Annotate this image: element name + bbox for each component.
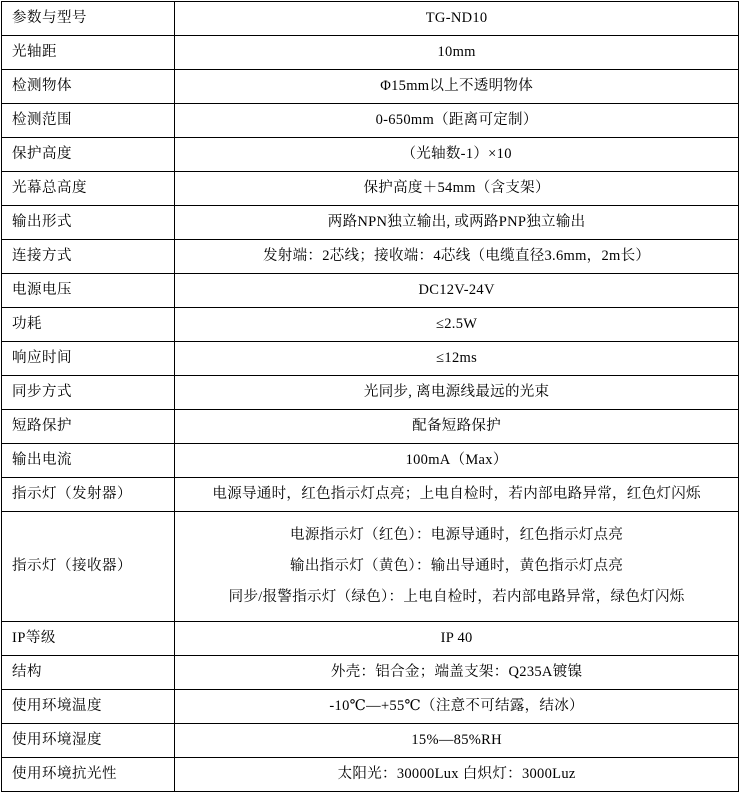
table-row [2, 410, 739, 444]
row-label: 连接方式 [2, 240, 175, 274]
table-row [2, 478, 739, 512]
row-label: 功耗 [2, 308, 175, 342]
row-value-line: 电源指示灯（红色）：电源导通时，红色指示灯点亮 [290, 527, 624, 544]
table-row [2, 206, 739, 240]
table-row [2, 656, 739, 690]
table-row [2, 758, 739, 792]
row-label: 响应时间 [2, 342, 175, 376]
row-label: 参数与型号 [2, 2, 175, 36]
row-value: 10mm [175, 36, 739, 70]
row-value: ≤12ms [175, 342, 739, 376]
table-row [2, 274, 739, 308]
row-label: 同步方式 [2, 376, 175, 410]
table-row [2, 2, 739, 36]
table-row [2, 444, 739, 478]
table-row [2, 724, 739, 758]
row-value: Φ15mm以上不透明物体 [175, 70, 739, 104]
table-row [2, 104, 739, 138]
row-value: ≤2.5W [175, 308, 739, 342]
row-label: 检测范围 [2, 104, 175, 138]
row-label: 指示灯（发射器） [2, 478, 175, 512]
table-row [2, 70, 739, 104]
row-value: 0-650mm（距离可定制） [175, 104, 739, 138]
table-row [2, 342, 739, 376]
row-value: 电源导通时，红色指示灯点亮；上电自检时，若内部电路异常，红色灯闪烁 [175, 478, 739, 512]
row-label: 保护高度 [2, 138, 175, 172]
row-value: IP 40 [175, 622, 739, 656]
row-value: 光同步, 离电源线最远的光束 [175, 376, 739, 410]
row-label: 电源电压 [2, 274, 175, 308]
table-row [2, 36, 739, 70]
row-value: 外壳：铝合金；端盖支架：Q235A镀镍 [175, 656, 739, 690]
table-row [2, 622, 739, 656]
row-value: 配备短路保护 [175, 410, 739, 444]
table-row [2, 240, 739, 274]
row-label: 使用环境抗光性 [2, 758, 175, 792]
table-row [2, 138, 739, 172]
row-value: 太阳光：30000Lux 白炽灯：3000Luz [175, 758, 739, 792]
specifications-table-body [2, 2, 739, 792]
row-value: TG-ND10 [175, 2, 739, 36]
table-row [2, 690, 739, 724]
table-row [2, 308, 739, 342]
row-value: 15%—85%RH [175, 724, 739, 758]
row-value: 两路NPN独立输出, 或两路PNP独立输出 [175, 206, 739, 240]
specifications-table [1, 1, 739, 792]
row-label: IP等级 [2, 622, 175, 656]
row-value: 100mA（Max） [175, 444, 739, 478]
row-label: 指示灯（接收器） [2, 512, 175, 622]
table-row [2, 172, 739, 206]
row-label: 短路保护 [2, 410, 175, 444]
row-label: 光幕总高度 [2, 172, 175, 206]
table-row [2, 512, 739, 622]
row-value [175, 512, 739, 622]
row-label: 光轴距 [2, 36, 175, 70]
row-value: 发射端：2芯线；接收端：4芯线（电缆直径3.6mm，2m长） [175, 240, 739, 274]
row-label: 使用环境湿度 [2, 724, 175, 758]
row-value-line: 输出指示灯（黄色）：输出导通时，黄色指示灯点亮 [290, 558, 624, 575]
table-row [2, 376, 739, 410]
row-value: 保护高度＋54mm（含支架） [175, 172, 739, 206]
row-label: 检测物体 [2, 70, 175, 104]
row-value: （光轴数-1）×10 [175, 138, 739, 172]
row-value: DC12V-24V [175, 274, 739, 308]
row-label: 结构 [2, 656, 175, 690]
row-value-line: 同步/报警指示灯（绿色）：上电自检时，若内部电路异常，绿色灯闪烁 [228, 589, 685, 606]
row-value: -10℃—+55℃（注意不可结露，结冰） [175, 690, 739, 724]
row-label: 输出电流 [2, 444, 175, 478]
row-label: 输出形式 [2, 206, 175, 240]
row-label: 使用环境温度 [2, 690, 175, 724]
